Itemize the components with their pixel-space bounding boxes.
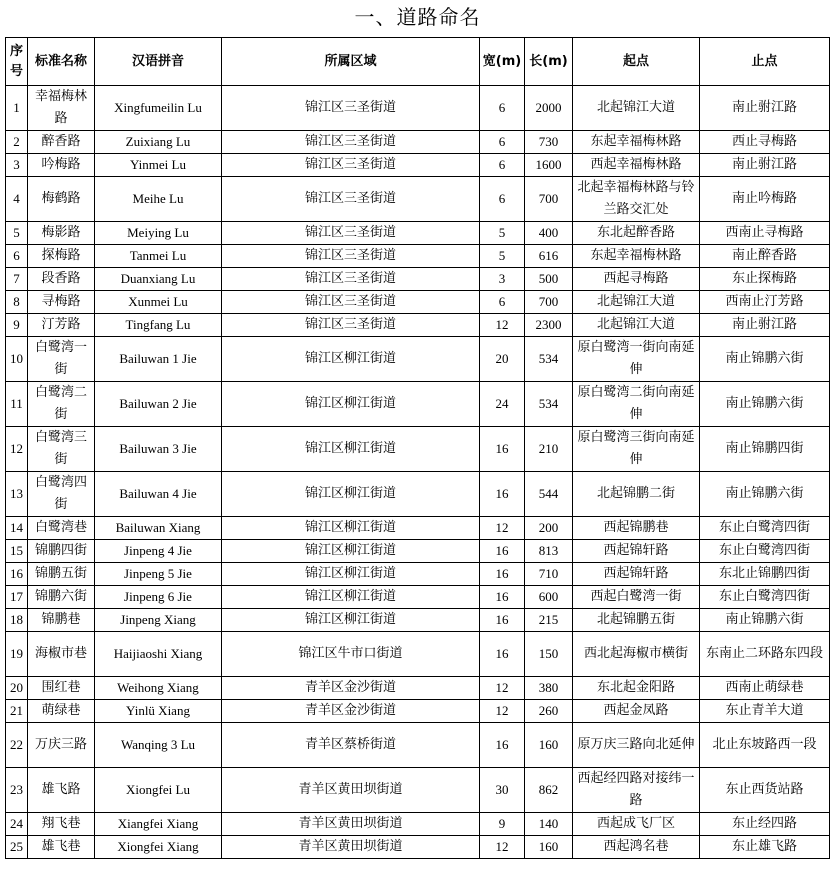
cell-start: 东北起金阳路 bbox=[573, 677, 700, 700]
cell-length: 160 bbox=[525, 836, 573, 859]
cell-length: 500 bbox=[525, 268, 573, 291]
table-row bbox=[6, 382, 830, 427]
cell-idx: 13 bbox=[6, 472, 28, 517]
cell-pinyin: Jinpeng Xiang bbox=[95, 609, 222, 632]
cell-length: 160 bbox=[525, 723, 573, 768]
cell-start: 北起锦鹏五街 bbox=[573, 609, 700, 632]
cell-pinyin: Xiongfei Lu bbox=[95, 768, 222, 813]
cell-width: 9 bbox=[480, 813, 525, 836]
cell-width: 3 bbox=[480, 268, 525, 291]
table-row bbox=[6, 337, 830, 382]
cell-length: 380 bbox=[525, 677, 573, 700]
cell-name: 锦鹏巷 bbox=[28, 609, 95, 632]
cell-region: 锦江区柳江街道 bbox=[222, 563, 480, 586]
cell-idx: 12 bbox=[6, 427, 28, 472]
cell-length: 600 bbox=[525, 586, 573, 609]
cell-idx: 3 bbox=[6, 154, 28, 177]
cell-start: 东起幸福梅林路 bbox=[573, 245, 700, 268]
cell-start: 西起寻梅路 bbox=[573, 268, 700, 291]
cell-pinyin: Jinpeng 5 Jie bbox=[95, 563, 222, 586]
cell-region: 青羊区黄田坝街道 bbox=[222, 813, 480, 836]
table-row bbox=[6, 609, 830, 632]
cell-name: 萌绿巷 bbox=[28, 700, 95, 723]
cell-width: 12 bbox=[480, 314, 525, 337]
cell-width: 6 bbox=[480, 86, 525, 131]
cell-start: 原万庆三路向北延伸 bbox=[573, 723, 700, 768]
cell-end: 南止锦鹏四街 bbox=[700, 427, 830, 472]
cell-region: 青羊区黄田坝街道 bbox=[222, 836, 480, 859]
cell-end: 南止吟梅路 bbox=[700, 177, 830, 222]
cell-idx: 5 bbox=[6, 222, 28, 245]
cell-name: 白鹭湾一街 bbox=[28, 337, 95, 382]
cell-start: 西起经四路对接纬一路 bbox=[573, 768, 700, 813]
cell-name: 围红巷 bbox=[28, 677, 95, 700]
cell-name: 吟梅路 bbox=[28, 154, 95, 177]
cell-region: 锦江区柳江街道 bbox=[222, 586, 480, 609]
cell-region: 青羊区金沙街道 bbox=[222, 700, 480, 723]
cell-end: 南止驸江路 bbox=[700, 154, 830, 177]
cell-name: 探梅路 bbox=[28, 245, 95, 268]
cell-end: 南止锦鹏六街 bbox=[700, 472, 830, 517]
cell-pinyin: Bailuwan 3 Jie bbox=[95, 427, 222, 472]
cell-pinyin: Tanmei Lu bbox=[95, 245, 222, 268]
table-row bbox=[6, 540, 830, 563]
table-row bbox=[6, 700, 830, 723]
table-row bbox=[6, 154, 830, 177]
cell-region: 锦江区三圣街道 bbox=[222, 268, 480, 291]
cell-length: 2300 bbox=[525, 314, 573, 337]
cell-start: 东北起醉香路 bbox=[573, 222, 700, 245]
table-row bbox=[6, 427, 830, 472]
cell-name: 醉香路 bbox=[28, 131, 95, 154]
cell-start: 西北起海椒市横街 bbox=[573, 632, 700, 677]
cell-pinyin: Xiongfei Xiang bbox=[95, 836, 222, 859]
cell-name: 锦鹏四街 bbox=[28, 540, 95, 563]
cell-pinyin: Meihe Lu bbox=[95, 177, 222, 222]
cell-region: 锦江区柳江街道 bbox=[222, 540, 480, 563]
cell-pinyin: Meiying Lu bbox=[95, 222, 222, 245]
cell-length: 700 bbox=[525, 177, 573, 222]
cell-length: 616 bbox=[525, 245, 573, 268]
cell-start: 西起成飞厂区 bbox=[573, 813, 700, 836]
cell-idx: 4 bbox=[6, 177, 28, 222]
cell-start: 原白鹭湾二街向南延伸 bbox=[573, 382, 700, 427]
cell-region: 锦江区三圣街道 bbox=[222, 131, 480, 154]
header-name: 标准名称 bbox=[28, 38, 95, 86]
table-row bbox=[6, 268, 830, 291]
cell-pinyin: Bailuwan 4 Jie bbox=[95, 472, 222, 517]
cell-start: 原白鹭湾一街向南延伸 bbox=[573, 337, 700, 382]
cell-idx: 22 bbox=[6, 723, 28, 768]
cell-region: 锦江区柳江街道 bbox=[222, 517, 480, 540]
table-row bbox=[6, 245, 830, 268]
cell-region: 锦江区三圣街道 bbox=[222, 314, 480, 337]
cell-name: 白鹭湾二街 bbox=[28, 382, 95, 427]
table-header-row bbox=[6, 38, 830, 86]
table-row bbox=[6, 314, 830, 337]
cell-end: 南止锦鹏六街 bbox=[700, 609, 830, 632]
table-row bbox=[6, 768, 830, 813]
cell-length: 1600 bbox=[525, 154, 573, 177]
table-row bbox=[6, 632, 830, 677]
table-row bbox=[6, 563, 830, 586]
cell-width: 16 bbox=[480, 563, 525, 586]
cell-pinyin: Bailuwan Xiang bbox=[95, 517, 222, 540]
cell-name: 梅影路 bbox=[28, 222, 95, 245]
cell-region: 锦江区柳江街道 bbox=[222, 382, 480, 427]
cell-end: 东止白鹭湾四街 bbox=[700, 540, 830, 563]
cell-length: 150 bbox=[525, 632, 573, 677]
cell-pinyin: Bailuwan 1 Jie bbox=[95, 337, 222, 382]
header-pinyin: 汉语拼音 bbox=[95, 38, 222, 86]
cell-region: 锦江区三圣街道 bbox=[222, 177, 480, 222]
cell-width: 5 bbox=[480, 222, 525, 245]
cell-length: 710 bbox=[525, 563, 573, 586]
cell-name: 雄飞路 bbox=[28, 768, 95, 813]
cell-name: 白鹭湾三街 bbox=[28, 427, 95, 472]
cell-end: 南止驸江路 bbox=[700, 314, 830, 337]
cell-length: 813 bbox=[525, 540, 573, 563]
cell-end: 南止驸江路 bbox=[700, 86, 830, 131]
table-row bbox=[6, 586, 830, 609]
table-row bbox=[6, 472, 830, 517]
cell-name: 海椒市巷 bbox=[28, 632, 95, 677]
cell-name: 锦鹏五街 bbox=[28, 563, 95, 586]
cell-region: 锦江区三圣街道 bbox=[222, 245, 480, 268]
cell-pinyin: Wanqing 3 Lu bbox=[95, 723, 222, 768]
cell-idx: 14 bbox=[6, 517, 28, 540]
cell-pinyin: Tingfang Lu bbox=[95, 314, 222, 337]
cell-length: 862 bbox=[525, 768, 573, 813]
cell-idx: 21 bbox=[6, 700, 28, 723]
cell-width: 16 bbox=[480, 632, 525, 677]
header-end: 止点 bbox=[700, 38, 830, 86]
cell-pinyin: Yinmei Lu bbox=[95, 154, 222, 177]
cell-start: 西起锦轩路 bbox=[573, 540, 700, 563]
cell-end: 南止锦鹏六街 bbox=[700, 382, 830, 427]
cell-idx: 25 bbox=[6, 836, 28, 859]
cell-idx: 7 bbox=[6, 268, 28, 291]
cell-start: 北起幸福梅林路与铃兰路交汇处 bbox=[573, 177, 700, 222]
header-idx: 序号 bbox=[6, 38, 28, 86]
cell-name: 白鹭湾巷 bbox=[28, 517, 95, 540]
cell-width: 16 bbox=[480, 586, 525, 609]
cell-idx: 11 bbox=[6, 382, 28, 427]
cell-width: 16 bbox=[480, 723, 525, 768]
cell-end: 东止探梅路 bbox=[700, 268, 830, 291]
cell-length: 544 bbox=[525, 472, 573, 517]
cell-idx: 20 bbox=[6, 677, 28, 700]
cell-pinyin: Jinpeng 4 Jie bbox=[95, 540, 222, 563]
cell-pinyin: Weihong Xiang bbox=[95, 677, 222, 700]
cell-name: 汀芳路 bbox=[28, 314, 95, 337]
table-row bbox=[6, 222, 830, 245]
cell-width: 6 bbox=[480, 177, 525, 222]
cell-width: 12 bbox=[480, 677, 525, 700]
cell-region: 锦江区三圣街道 bbox=[222, 86, 480, 131]
cell-width: 24 bbox=[480, 382, 525, 427]
cell-pinyin: Duanxiang Lu bbox=[95, 268, 222, 291]
cell-width: 6 bbox=[480, 291, 525, 314]
cell-start: 西起白鹭湾一街 bbox=[573, 586, 700, 609]
cell-length: 400 bbox=[525, 222, 573, 245]
cell-region: 青羊区黄田坝街道 bbox=[222, 768, 480, 813]
cell-width: 16 bbox=[480, 540, 525, 563]
cell-region: 锦江区牛市口街道 bbox=[222, 632, 480, 677]
table-row bbox=[6, 723, 830, 768]
cell-start: 北起锦江大道 bbox=[573, 86, 700, 131]
cell-width: 16 bbox=[480, 427, 525, 472]
cell-end: 东南止二环路东四段 bbox=[700, 632, 830, 677]
header-width: 宽(m) bbox=[480, 38, 525, 86]
cell-idx: 16 bbox=[6, 563, 28, 586]
cell-idx: 8 bbox=[6, 291, 28, 314]
cell-start: 东起幸福梅林路 bbox=[573, 131, 700, 154]
cell-width: 12 bbox=[480, 836, 525, 859]
header-region: 所属区域 bbox=[222, 38, 480, 86]
cell-start: 西起鸿名巷 bbox=[573, 836, 700, 859]
cell-width: 16 bbox=[480, 472, 525, 517]
cell-region: 青羊区蔡桥街道 bbox=[222, 723, 480, 768]
cell-length: 534 bbox=[525, 337, 573, 382]
cell-name: 雄飞巷 bbox=[28, 836, 95, 859]
table-row bbox=[6, 813, 830, 836]
table-row bbox=[6, 677, 830, 700]
cell-start: 西起锦鹏巷 bbox=[573, 517, 700, 540]
cell-start: 北起锦江大道 bbox=[573, 291, 700, 314]
cell-end: 东北止锦鹏四街 bbox=[700, 563, 830, 586]
cell-pinyin: Xunmei Lu bbox=[95, 291, 222, 314]
cell-length: 700 bbox=[525, 291, 573, 314]
cell-end: 北止东坡路西一段 bbox=[700, 723, 830, 768]
cell-idx: 17 bbox=[6, 586, 28, 609]
cell-region: 锦江区柳江街道 bbox=[222, 472, 480, 517]
cell-end: 东止青羊大道 bbox=[700, 700, 830, 723]
cell-region: 锦江区柳江街道 bbox=[222, 337, 480, 382]
cell-name: 梅鹤路 bbox=[28, 177, 95, 222]
page-title: 一、道路命名 bbox=[354, 5, 481, 29]
cell-region: 锦江区三圣街道 bbox=[222, 291, 480, 314]
cell-width: 12 bbox=[480, 517, 525, 540]
cell-idx: 15 bbox=[6, 540, 28, 563]
cell-region: 锦江区柳江街道 bbox=[222, 609, 480, 632]
header-length: 长(m) bbox=[525, 38, 573, 86]
cell-region: 锦江区三圣街道 bbox=[222, 222, 480, 245]
header-start: 起点 bbox=[573, 38, 700, 86]
cell-idx: 10 bbox=[6, 337, 28, 382]
table-row bbox=[6, 517, 830, 540]
cell-end: 东止西货站路 bbox=[700, 768, 830, 813]
cell-idx: 23 bbox=[6, 768, 28, 813]
cell-end: 西止寻梅路 bbox=[700, 131, 830, 154]
table-row bbox=[6, 836, 830, 859]
cell-idx: 6 bbox=[6, 245, 28, 268]
cell-pinyin: Zuixiang Lu bbox=[95, 131, 222, 154]
cell-start: 北起锦鹏二街 bbox=[573, 472, 700, 517]
cell-start: 原白鹭湾三街向南延伸 bbox=[573, 427, 700, 472]
cell-length: 730 bbox=[525, 131, 573, 154]
cell-idx: 1 bbox=[6, 86, 28, 131]
cell-length: 215 bbox=[525, 609, 573, 632]
cell-idx: 2 bbox=[6, 131, 28, 154]
cell-idx: 24 bbox=[6, 813, 28, 836]
cell-pinyin: Xingfumeilin Lu bbox=[95, 86, 222, 131]
cell-name: 白鹭湾四街 bbox=[28, 472, 95, 517]
cell-length: 140 bbox=[525, 813, 573, 836]
cell-end: 南止醉香路 bbox=[700, 245, 830, 268]
cell-width: 20 bbox=[480, 337, 525, 382]
cell-start: 北起锦江大道 bbox=[573, 314, 700, 337]
cell-end: 东止雄飞路 bbox=[700, 836, 830, 859]
cell-length: 534 bbox=[525, 382, 573, 427]
cell-start: 西起锦轩路 bbox=[573, 563, 700, 586]
cell-region: 锦江区柳江街道 bbox=[222, 427, 480, 472]
road-naming-table bbox=[5, 37, 830, 859]
cell-region: 青羊区金沙街道 bbox=[222, 677, 480, 700]
table-row bbox=[6, 177, 830, 222]
cell-name: 锦鹏六街 bbox=[28, 586, 95, 609]
cell-name: 万庆三路 bbox=[28, 723, 95, 768]
table-row bbox=[6, 291, 830, 314]
cell-end: 东止经四路 bbox=[700, 813, 830, 836]
cell-width: 6 bbox=[480, 154, 525, 177]
cell-idx: 19 bbox=[6, 632, 28, 677]
cell-name: 翔飞巷 bbox=[28, 813, 95, 836]
cell-end: 东止白鹭湾四街 bbox=[700, 586, 830, 609]
cell-length: 260 bbox=[525, 700, 573, 723]
cell-end: 西南止萌绿巷 bbox=[700, 677, 830, 700]
cell-name: 寻梅路 bbox=[28, 291, 95, 314]
table-row bbox=[6, 131, 830, 154]
cell-name: 幸福梅林路 bbox=[28, 86, 95, 131]
cell-length: 2000 bbox=[525, 86, 573, 131]
cell-start: 西起金凤路 bbox=[573, 700, 700, 723]
cell-idx: 9 bbox=[6, 314, 28, 337]
cell-end: 东止白鹭湾四街 bbox=[700, 517, 830, 540]
cell-end: 西南止汀芳路 bbox=[700, 291, 830, 314]
cell-width: 6 bbox=[480, 131, 525, 154]
table-row bbox=[6, 86, 830, 131]
cell-width: 30 bbox=[480, 768, 525, 813]
cell-name: 段香路 bbox=[28, 268, 95, 291]
cell-region: 锦江区三圣街道 bbox=[222, 154, 480, 177]
cell-width: 12 bbox=[480, 700, 525, 723]
cell-pinyin: Yinlü Xiang bbox=[95, 700, 222, 723]
cell-pinyin: Jinpeng 6 Jie bbox=[95, 586, 222, 609]
cell-length: 210 bbox=[525, 427, 573, 472]
cell-length: 200 bbox=[525, 517, 573, 540]
cell-start: 西起幸福梅林路 bbox=[573, 154, 700, 177]
cell-idx: 18 bbox=[6, 609, 28, 632]
cell-width: 16 bbox=[480, 609, 525, 632]
cell-end: 西南止寻梅路 bbox=[700, 222, 830, 245]
cell-width: 5 bbox=[480, 245, 525, 268]
cell-pinyin: Bailuwan 2 Jie bbox=[95, 382, 222, 427]
cell-end: 南止锦鹏六街 bbox=[700, 337, 830, 382]
cell-pinyin: Xiangfei Xiang bbox=[95, 813, 222, 836]
cell-pinyin: Haijiaoshi Xiang bbox=[95, 632, 222, 677]
